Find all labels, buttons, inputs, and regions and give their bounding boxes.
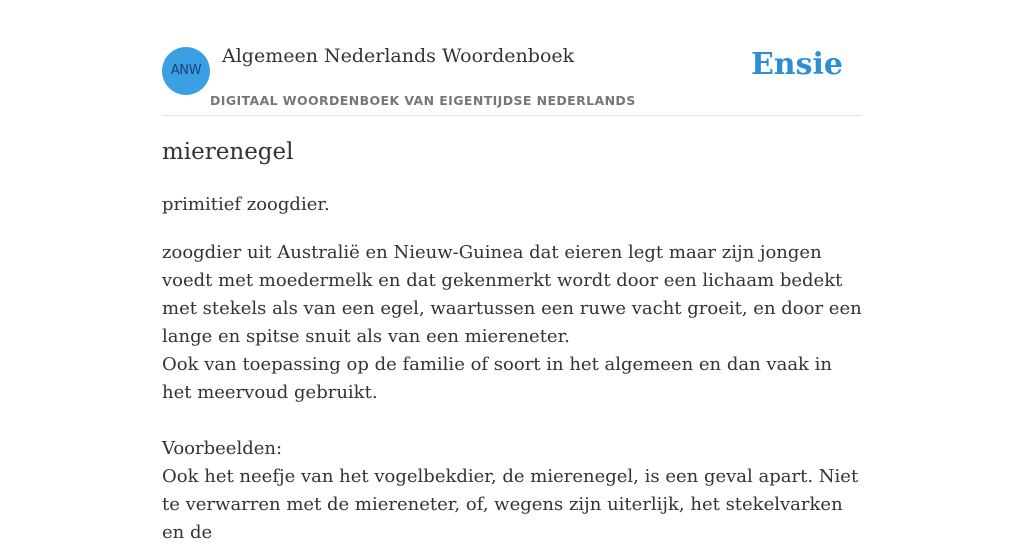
definition-text: zoogdier uit Australië en Nieuw-Guinea dat eieren legt maar zijn jongen voedt met moedermelk en dat gekenmerkt wordt door een lichaam bedekt met stekels als van een egel, waartussen een ruwe vacht groeit, en door een lange en spitse snuit als van een miereneter. — [162, 242, 862, 347]
entry-headword: mierenegel — [162, 139, 294, 165]
dictionary-title[interactable]: Algemeen Nederlands Woordenboek — [222, 45, 575, 67]
example-text: Ook het neefje van het vogelbekdier, de mierenegel, is een geval apart. Niet te verwarren met de miereneter, of, wegens zijn uiterlijk, het stekelvarken en de — [162, 466, 859, 543]
short-definition: primitief zoogdier. — [162, 194, 330, 215]
paragraph-spacer — [162, 407, 862, 435]
usage-note: Ook van toepassing op de familie of soort in het algemeen en dan vaak in het meervoud gebruikt. — [162, 354, 833, 403]
examples-label: Voorbeelden: — [162, 438, 283, 459]
anw-logo[interactable]: ANW — [162, 47, 210, 95]
entry-body — [162, 239, 862, 547]
site-header — [162, 0, 862, 116]
ensie-logo-link[interactable]: Ensie — [750, 47, 843, 82]
dictionary-subtitle: DIGITAAL WOORDENBOEK VAN EIGENTIJDSE NEDERLANDS — [210, 93, 636, 108]
content-container — [162, 0, 862, 543]
